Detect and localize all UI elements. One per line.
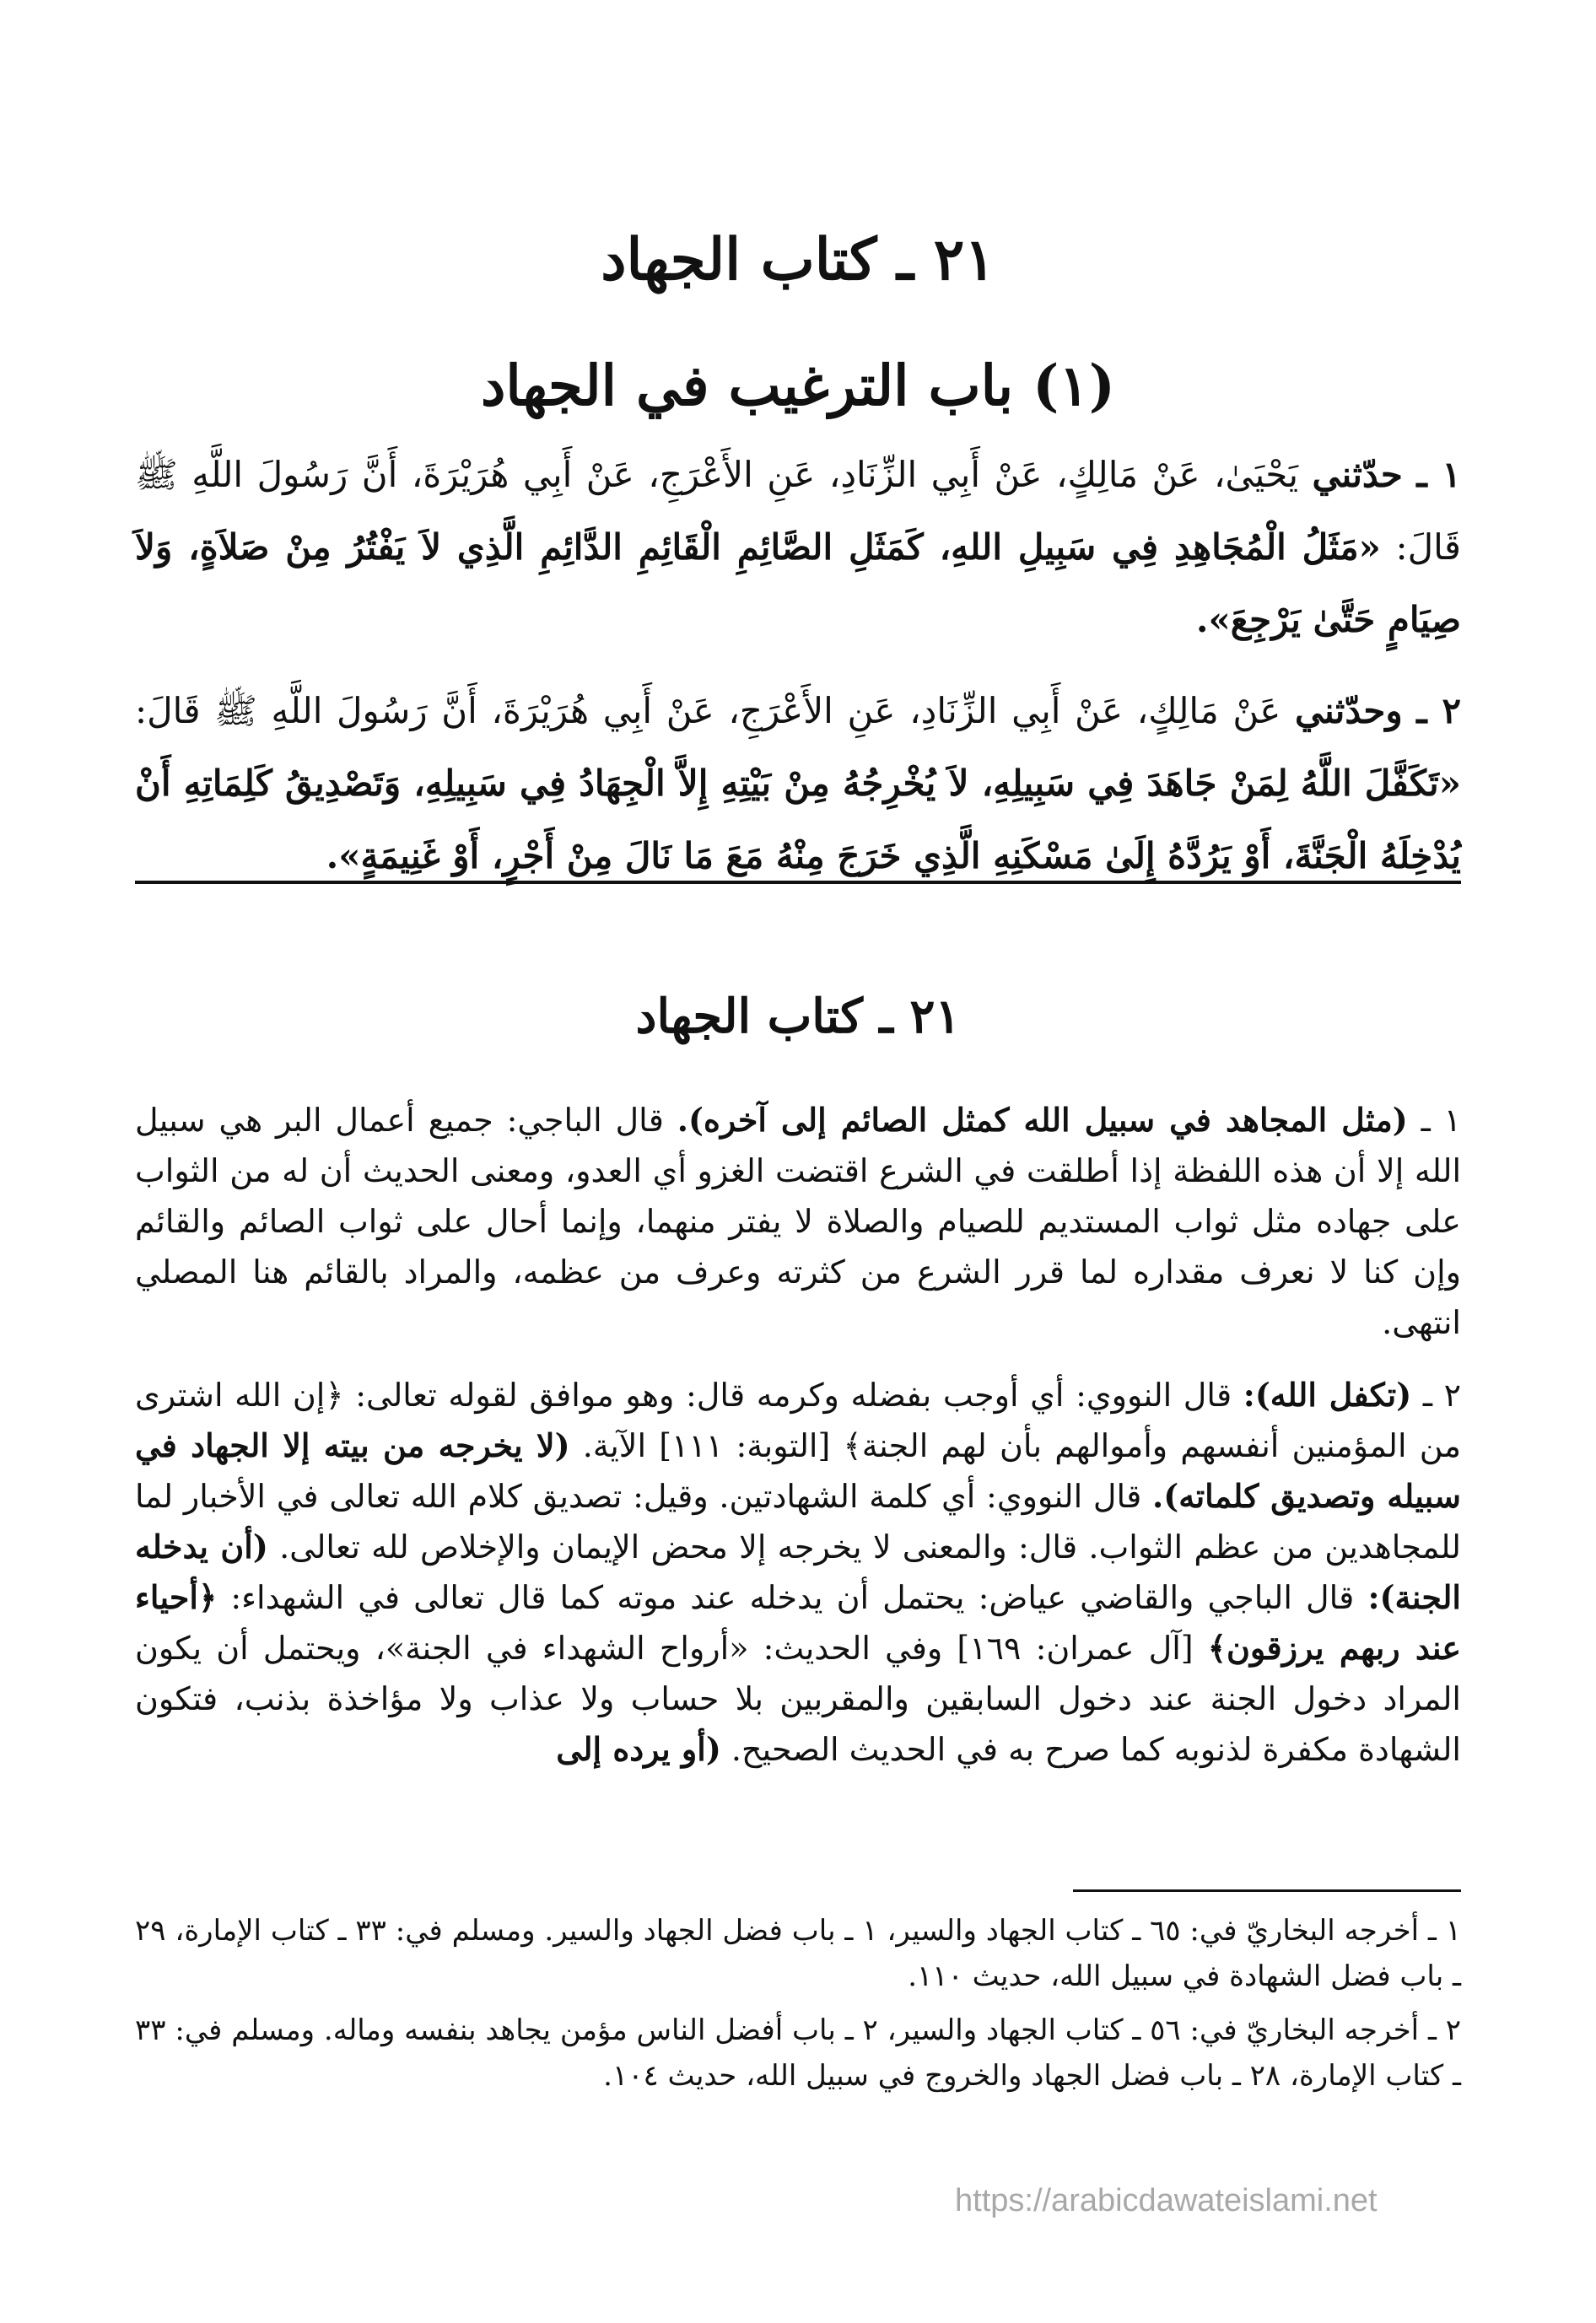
hadith-number: ٢ ـ (1416, 690, 1461, 731)
commentary-lemma: (لا يخرجه من بيته إلا الجهاد في سبيله وتصديق كلماته). (135, 1426, 1461, 1515)
hadith-lead: حدّثني (1312, 454, 1403, 495)
watermark-url: https://arabicdawateislami.net (955, 2183, 1378, 2218)
chapter-title: (١) باب الترغيب في الجهاد (481, 353, 1115, 418)
commentary-block (135, 1095, 1461, 1797)
commentary-lemma: (تكفل الله): (1243, 1376, 1412, 1414)
hadith-isnad: يَحْيَىٰ، عَنْ مَالِكٍ، عَنْ أَبِي الزِّنَادِ، عَنِ الأَعْرَجِ، عَنْ أَبِي هُرَيْرَةَ، أَنَّ رَسُولَ اللَّهِ ﷺ قَالَ: (135, 454, 1462, 568)
commentary-text: قال النووي: أي كلمة الشهادتين. وقيل: تصديق كلام الله تعالى في الأخبار لما للمجاهدين من عظم الثواب. قال: والمعنى لا يخرجه إلا محض الإيمان والإخلاص لله تعالى. (135, 1478, 1461, 1566)
commentary-lemma: (مثل المجاهد في سبيل الله كمثل الصائم إلى آخره). (677, 1101, 1408, 1139)
hadith-text-block (135, 439, 1461, 911)
commentary-text: قال النووي: أي أوجب بفضله وكرمه قال: وهو موافق لقوله تعالى: ﴿إن الله اشترى من المؤمنين أنفسهم وأموالهم بأن لهم الجنة﴾ [التوبة: ١١١] الآية. (135, 1377, 1461, 1464)
commentary-paragraph-2 (135, 1370, 1461, 1775)
hadith-1 (135, 439, 1461, 656)
book-title: ٢١ ـ كتاب الجهاد (601, 226, 995, 294)
commentary-text: قال الباجي والقاضي عياض: يحتمل أن يدخله عند موته كما قال تعالى في الشهداء: (217, 1579, 1355, 1616)
commentary-text: [آل عمران: ١٦٩] وفي الحديث: «أرواح الشهداء في الجنة»، ويحتمل أن يكون المراد دخول الجنة عند دخول السابقين والمقربين بلا حساب ولا عذاب ولا مؤاخذة بذنب، فتكون الشهادة مكفرة لذنوبه كما صرح به في الحديث الصحيح. (135, 1630, 1461, 1768)
hadith-lead: وحدّثني (1294, 690, 1403, 731)
page (135, 0, 1461, 2323)
footnote-1: ١ ـ أخرجه البخاريّ في: ٦٥ ـ كتاب الجهاد والسير، ١ ـ باب فضل الجهاد والسير. ومسلم في: ٣٣ ـ كتاب الإمارة، ٢٩ ـ باب فضل الشهادة في سبيل الله، حديث ١١٠. (135, 1914, 1461, 1993)
hadith-2 (135, 675, 1461, 892)
commentary-title: ٢١ ـ كتاب الجهاد (635, 989, 961, 1044)
quran-quote: ﴿أحياء عند ربهم يرزقون﴾ (135, 1578, 1461, 1667)
commentary-number: ١ ـ (1421, 1102, 1461, 1139)
hadith-matn: «تَكَفَّلَ اللَّهُ لِمَنْ جَاهَدَ فِي سَبِيلِهِ، لاَ يُخْرِجُهُ مِنْ بَيْتِهِ إِلاَّ الْجِهَادُ فِي سَبِيلِهِ، وَتَصْدِيقُ كَلِمَاتِهِ أَنْ يُدْخِلَهُ الْجَنَّةَ، أَوْ يَرُدَّهُ إِلَىٰ مَسْكَنِهِ الَّذِي خَرَجَ مِنْهُ مَعَ مَا نَالَ مِنْ أَجْرٍ، أَوْ غَنِيمَةٍ». (135, 763, 1461, 876)
footnotes (135, 1908, 1461, 2107)
commentary-lemma: (أن يدخله الجنة): (135, 1528, 1461, 1616)
hadith-isnad: عَنْ مَالِكٍ، عَنْ أَبِي الزِّنَادِ، عَنِ الأَعْرَجِ، عَنْ أَبِي هُرَيْرَةَ، أَنَّ رَسُولَ اللَّهِ ﷺ قَالَ: (135, 690, 1281, 731)
commentary-lemma: (أو يرده إلى (556, 1730, 721, 1768)
hadith-matn: «مَثَلُ الْمُجَاهِدِ فِي سَبِيلِ اللهِ، كَمَثَلِ الصَّائِمِ الْقَائِمِ الدَّائِمِ الَّذِي لاَ يَفْتُرُ مِنْ صَلاَةٍ، وَلاَ صِيَامٍ حَتَّىٰ يَرْجِعَ». (135, 526, 1461, 640)
footnote-divider (1073, 1889, 1461, 1892)
section-divider (135, 881, 1461, 884)
hadith-number: ١ ـ (1416, 454, 1462, 495)
commentary-paragraph-1 (135, 1095, 1461, 1348)
footnote-2: ٢ ـ أخرجه البخاريّ في: ٥٦ ـ كتاب الجهاد والسير، ٢ ـ باب أفضل الناس مؤمن يجاهد بنفسه وماله. ومسلم في: ٣٣ ـ كتاب الإمارة، ٢٨ ـ باب فضل الجهاد والخروج في سبيل الله، حديث ١٠٤. (135, 2013, 1461, 2093)
commentary-text: قال الباجي: جميع أعمال البر هي سبيل الله إلا أن هذه اللفظة إذا أطلقت في الشرع اقتضت الغزو أي العدو، ومعنى الحديث أن له من الثواب على جهاده مثل ثواب المستديم للصيام والصلاة لا يفتر منهما، وإنما أحال على ثواب الصائم والقائم وإن كنا لا نعرف مقداره لما قرر الشرع من كثرته وعرف من عظمه، والمراد بالقائم هنا المصلي انتهى. (135, 1102, 1461, 1341)
commentary-number: ٢ ـ (1422, 1377, 1461, 1414)
